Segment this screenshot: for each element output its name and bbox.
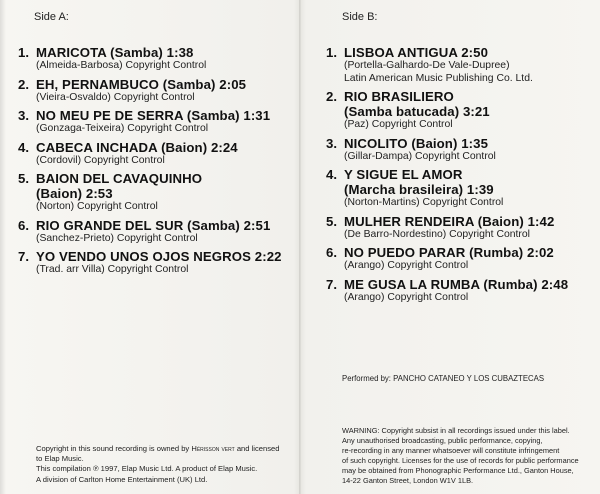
track-item xyxy=(326,245,596,273)
track-title xyxy=(326,245,596,260)
track-item xyxy=(326,45,596,85)
track-number: 4. xyxy=(18,139,30,155)
side-a-tracklist xyxy=(18,45,293,281)
track-number: 6. xyxy=(18,217,30,233)
track-number: 7. xyxy=(18,249,30,264)
copyright-text: and licensed xyxy=(236,444,280,453)
track-name: MARICOTA (Samba) 1:38 xyxy=(36,45,194,60)
track-item xyxy=(18,218,293,246)
track-name: LISBOA ANTIGUA 2:50 xyxy=(344,45,489,60)
track-title-continued xyxy=(18,186,293,201)
track-item xyxy=(18,140,293,168)
label-brand: Hérisson vert xyxy=(191,444,235,453)
track-credit: (Cordovil) Copyright Control xyxy=(36,154,165,166)
track-name: MULHER RENDEIRA (Baion) 1:42 xyxy=(344,213,555,229)
track-item xyxy=(18,77,293,105)
track-credit: (Arango) Copyright Control xyxy=(344,260,469,271)
track-number: 3. xyxy=(326,135,338,151)
track-number: 3. xyxy=(18,108,30,123)
track-name-line2: (Baion) 2:53 xyxy=(36,186,113,201)
track-title xyxy=(18,77,293,92)
track-publisher: Latin American Music Publishing Co. Ltd. xyxy=(344,72,533,84)
track-title xyxy=(326,136,596,151)
division-line: A division of Carlton Home Entertainment (UK) Ltd. xyxy=(36,474,208,484)
track-credit: (Gonzaga-Teixeira) Copyright Control xyxy=(36,123,209,134)
track-name: NICOLITO (Baion) 1:35 xyxy=(344,135,489,151)
track-credit: (Gillar-Dampa) Copyright Control xyxy=(344,150,496,162)
track-name: NO MEU PE DE SERRA (Samba) 1:31 xyxy=(36,108,271,123)
track-name: CABECA INCHADA (Baion) 2:24 xyxy=(36,139,238,155)
track-item xyxy=(326,89,596,132)
track-credit: (Sanchez-Prieto) Copyright Control xyxy=(36,232,198,244)
track-name-line2: (Samba batucada) 3:21 xyxy=(344,104,490,119)
track-name: ME GUSA LA RUMBA (Rumba) 2:48 xyxy=(344,276,569,292)
track-title xyxy=(326,89,596,104)
track-number: 2. xyxy=(326,89,338,104)
track-name: RIO GRANDE DEL SUR (Samba) 2:51 xyxy=(36,217,271,233)
track-number: 6. xyxy=(326,245,338,260)
performed-by: Performed by: PANCHO CATANEO Y LOS CUBAZTECAS xyxy=(342,374,545,383)
side-a-label: Side A: xyxy=(34,11,69,23)
track-title xyxy=(326,214,596,229)
track-credit: (Trad. arr Villa) Copyright Control xyxy=(36,264,189,275)
copyright-line: to Elap Music. xyxy=(36,454,84,464)
copyright-line xyxy=(36,444,306,454)
track-name: RIO BRASILIERO xyxy=(344,89,454,104)
track-title-continued xyxy=(326,104,596,119)
track-item xyxy=(18,108,293,136)
compilation-line: This compilation ℗ 1997, Elap Music Ltd. A product of Elap Music. xyxy=(36,464,258,474)
track-credit: (Almeida-Barbosa) Copyright Control xyxy=(36,60,207,71)
track-item xyxy=(326,167,596,210)
track-title xyxy=(18,140,293,155)
track-name: EH, PERNAMBUCO (Samba) 2:05 xyxy=(36,76,247,92)
track-item xyxy=(326,277,596,305)
track-title xyxy=(326,45,596,60)
track-item xyxy=(18,249,293,277)
track-number: 4. xyxy=(326,167,338,182)
track-credit: (Norton-Martins) Copyright Control xyxy=(344,197,504,208)
side-b-tracklist xyxy=(326,45,596,308)
track-title-continued xyxy=(326,182,596,197)
track-title xyxy=(18,249,293,264)
warning-line: of such copyright. Licenses for the use of records for public performance xyxy=(342,455,579,465)
track-number: 7. xyxy=(326,276,338,292)
track-name: YO VENDO UNOS OJOS NEGROS 2:22 xyxy=(36,249,282,264)
track-credit: (Portella-Galhardo-De Vale-Dupree) xyxy=(344,60,510,71)
track-number: 5. xyxy=(18,171,30,186)
track-credit: (De Barro-Nordestino) Copyright Control xyxy=(344,228,530,240)
track-name: NO PUEDO PARAR (Rumba) 2:02 xyxy=(344,245,554,260)
track-credit: (Paz) Copyright Control xyxy=(344,119,453,130)
track-number: 1. xyxy=(326,45,338,60)
warning-line: may be obtained from Phonographic Performance Ltd., Ganton House, xyxy=(342,465,574,475)
track-title xyxy=(18,108,293,123)
copyright-warning xyxy=(342,426,600,485)
track-item xyxy=(18,171,293,214)
track-title xyxy=(326,277,596,292)
track-number: 5. xyxy=(326,213,338,229)
track-title xyxy=(18,218,293,233)
track-item xyxy=(18,45,293,73)
track-title xyxy=(18,45,293,60)
warning-line: 14-22 Ganton Street, London W1V 1LB. xyxy=(342,475,474,485)
warning-line: Any unauthorised broadcasting, public performance, copying, xyxy=(342,435,543,445)
side-b-panel xyxy=(326,0,596,494)
track-number: 2. xyxy=(18,76,30,92)
track-title xyxy=(18,171,293,186)
warning-line: WARNING: Copyright subsist in all recordings issued under this label. xyxy=(342,426,570,435)
copyright-text: Copyright in this sound recording is owned by xyxy=(36,444,190,453)
side-b-label: Side B: xyxy=(342,11,378,23)
track-name: BAION DEL CAVAQUINHO xyxy=(36,171,203,186)
track-title xyxy=(326,167,596,182)
track-credit: (Norton) Copyright Control xyxy=(36,201,158,212)
card-edge-shadow xyxy=(0,0,6,494)
track-name: Y SIGUE EL AMOR xyxy=(344,167,463,182)
side-a-panel xyxy=(18,0,293,494)
track-item xyxy=(326,136,596,164)
track-credit: (Vieira-Osvaldo) Copyright Control xyxy=(36,91,195,103)
track-credit: (Arango) Copyright Control xyxy=(344,291,469,303)
track-name-line2: (Marcha brasileira) 1:39 xyxy=(344,182,494,197)
track-item xyxy=(326,214,596,242)
center-fold-line xyxy=(299,0,301,494)
track-number: 1. xyxy=(18,45,30,60)
warning-line: re-recording in any manner whatsoever will constitute infringement xyxy=(342,445,560,455)
copyright-notice xyxy=(36,444,306,485)
